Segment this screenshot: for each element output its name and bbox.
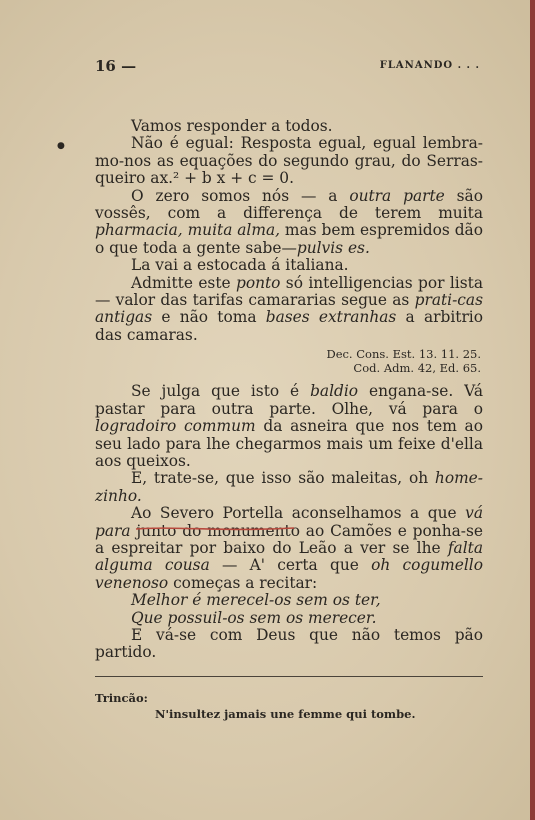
paragraph: Se julga que isto é baldio engana-se. Vá pastar para outra parte. Olhe, vá para o logradoiro commum da asneira que nos tem ao seu lado para lhe chegarmos mais um feixe d'ella aos queixos. [95,382,484,470]
page-body [95,118,483,662]
page-header [95,57,480,77]
red-pencil-underline [134,524,296,532]
paragraph: Não é egual: Resposta egual, egual lembra-mo-nos as equações do segundo grau, do Serras-queiro ax.² + b x + c = 0. [95,134,483,188]
footnote [95,690,483,722]
paragraph: E, trate-se, que isso são maleitas, oh home-zinho. [95,469,483,505]
verse-line: Que possuil-os sem os merecer. [131,608,377,627]
page-number: 16 — [95,57,137,75]
paragraph: E vá-se com Deus que não temos pão partido. [95,625,483,662]
citation-line: Dec. Cons. Est. 13. 11. 25. [326,347,481,362]
footnote-rule [95,676,483,677]
paragraph: La vai a estocada á italiana. [131,256,349,275]
citation-line: Cod. Adm. 42, Ed. 65. [353,360,481,375]
running-head: FLANANDO . . . [379,60,480,71]
footnote-label: Trincão: [95,691,148,705]
footnote-quote: N'insultez jamais une femme qui tombe. [155,707,416,721]
paragraph: O zero somos nós — a outra parte são vossês, com a differença de terem muita pharmacia, muita alma, mas bem espremidos dão o que toda a gente sabe—pulvis es. [95,186,484,257]
bullet-mark: ● [57,141,65,151]
paragraph: Vamos responder a todos. [131,117,333,135]
citation [95,348,483,375]
verse-line: Melhor é merecel-os sem os ter, [131,591,381,610]
paragraph: Admitte este ponto só intelligencias por lista — valor das tarifas camararias segue as prati-cas antigas e não toma bases extranhas a arbitrio das camaras. [95,273,483,344]
book-spine-edge [530,0,535,820]
paragraph: Ao Severo Portella aconselhamos a que vá para junto do monumento ao Camões e ponha-se a espreitar por baixo do Leão a ver se lhe falta alguma cousa — A' certa que oh cogumello venenoso começas a recitar: [95,504,483,592]
